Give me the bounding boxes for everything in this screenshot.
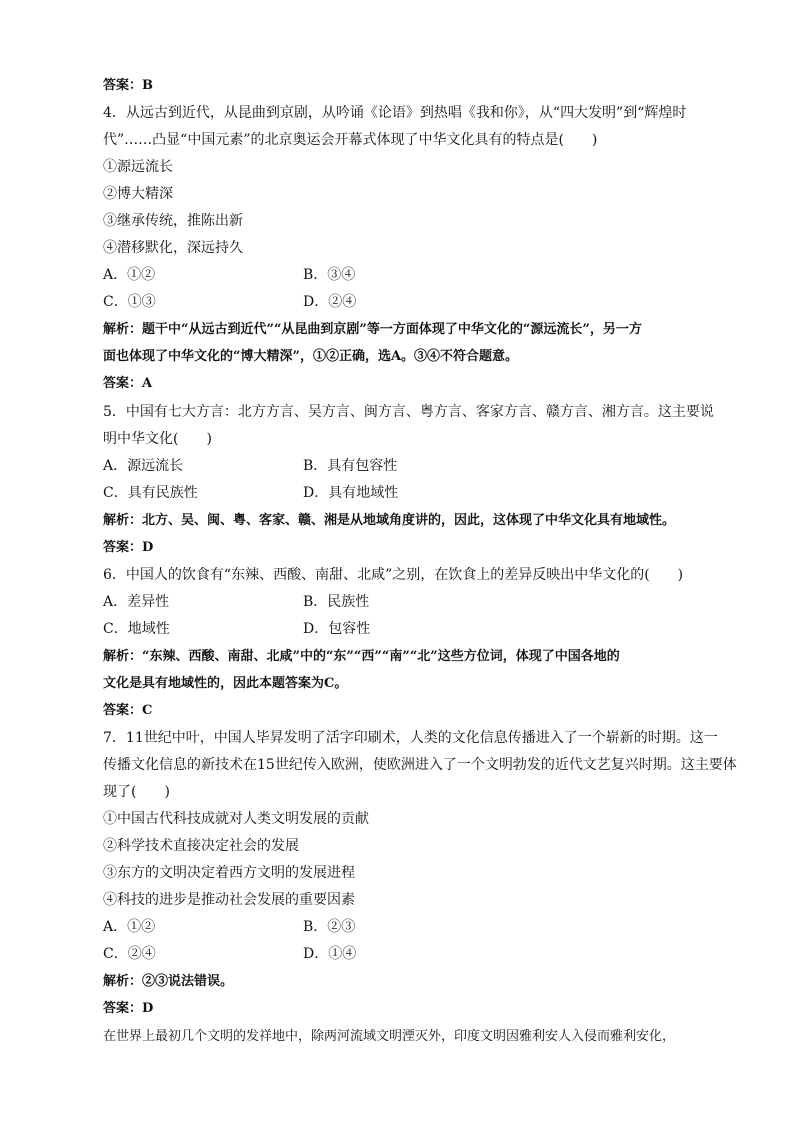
q4-option-b: B．③④ [303,267,356,283]
q4-statement-2: ②博大精深 [103,186,173,202]
q4-option-a: A．①② [103,267,156,283]
question-4-line-1: 4．从远古到近代，从昆曲到京剧，从吟诵《论语》到热唱《我和你》，从“四大发明”到“辉煌时 [103,105,687,121]
q4-option-d: D．②④ [303,294,357,310]
q7-analysis: 解析：②③说法错误。 [103,974,234,989]
answer-3: 答案：B [103,78,153,93]
q4-analysis-line-1: 解析：题干中“从远古到近代”“从昆曲到京剧”等一方面体现了中华文化的“源远流长”，另一方 [103,322,642,337]
q7-option-a: A．①② [103,919,156,935]
question-5-line-2: 明中华文化( ) [103,431,212,447]
q7-statement-2: ②科学技术直接决定社会的发展 [103,838,299,854]
q7-statement-1: ①中国古代科技成就对人类文明发展的贡献 [103,811,369,827]
q6-option-b: B．民族性 [303,594,370,610]
q7-option-b: B．②③ [303,919,356,935]
q4-statement-1: ①源远流长 [103,159,173,175]
q7-statement-4: ④科技的进步是推动社会发展的重要因素 [103,892,355,908]
question-7-line-1: 7．11世纪中叶，中国人毕昇发明了活字印刷术，人类的文化信息传播进入了一个崭新的时期。这一 [103,730,718,746]
q7-option-d: D．①④ [303,946,357,962]
q5-option-c: C．具有民族性 [103,485,198,501]
q5-analysis: 解析：北方、吴、闽、粤、客家、赣、湘是从地域角度讲的，因此，这体现了中华文化具有地域性。 [103,513,676,528]
q6-option-c: C．地域性 [103,621,170,637]
q6-analysis-line-2: 文化是具有地域性的，因此本题答案为C。 [103,676,348,691]
q5-option-b: B．具有包容性 [303,458,398,474]
q4-option-c: C．①③ [103,294,156,310]
q6-option-a: A．差异性 [103,594,170,610]
question-5-line-1: 5．中国有七大方言：北方方言、吴方言、闽方言、粤方言、客家方言、赣方言、湘方言。这主要说 [103,404,714,420]
answer-7: 答案：D [103,1001,154,1016]
q4-statement-3: ③继承传统，推陈出新 [103,213,243,229]
q6-option-d: D．包容性 [303,621,371,637]
passage-line-1: 在世界上最初几个文明的发祥地中，除两河流域文明湮灭外，印度文明因雅利安人入侵而雅利安化， [103,1029,676,1044]
q5-option-d: D．具有地域性 [303,485,399,501]
q7-statement-3: ③东方的文明决定着西方文明的发展进程 [103,865,355,881]
question-7-line-2: 传播文化信息的新技术在15世纪传入欧洲，使欧洲进入了一个文明勃发的近代文艺复兴时期。这主要体 [103,757,737,773]
q4-statement-4: ④潜移默化，深远持久 [103,240,243,256]
q4-analysis-line-2: 面也体现了中华文化的“博大精深”，①②正确，选A。③④不符合题意。 [103,349,519,364]
answer-5: 答案：D [103,540,154,555]
question-4-line-2: 代”……凸显“中国元素”的北京奥运会开幕式体现了中华文化具有的特点是( ) [103,132,598,148]
answer-6: 答案：C [103,703,153,718]
q6-analysis-line-1: 解析：“东辣、西酸、南甜、北咸”中的“东”“西”“南”“北”这些方位词，体现了中国各地的 [103,649,620,664]
question-7-line-3: 现了( ) [103,784,170,800]
answer-4: 答案：A [103,376,153,391]
q7-option-c: C．②④ [103,946,156,962]
question-6: 6．中国人的饮食有“东辣、西酸、南甜、北咸”之别，在饮食上的差异反映出中华文化的( ) [103,567,684,583]
q5-option-a: A．源远流长 [103,458,184,474]
